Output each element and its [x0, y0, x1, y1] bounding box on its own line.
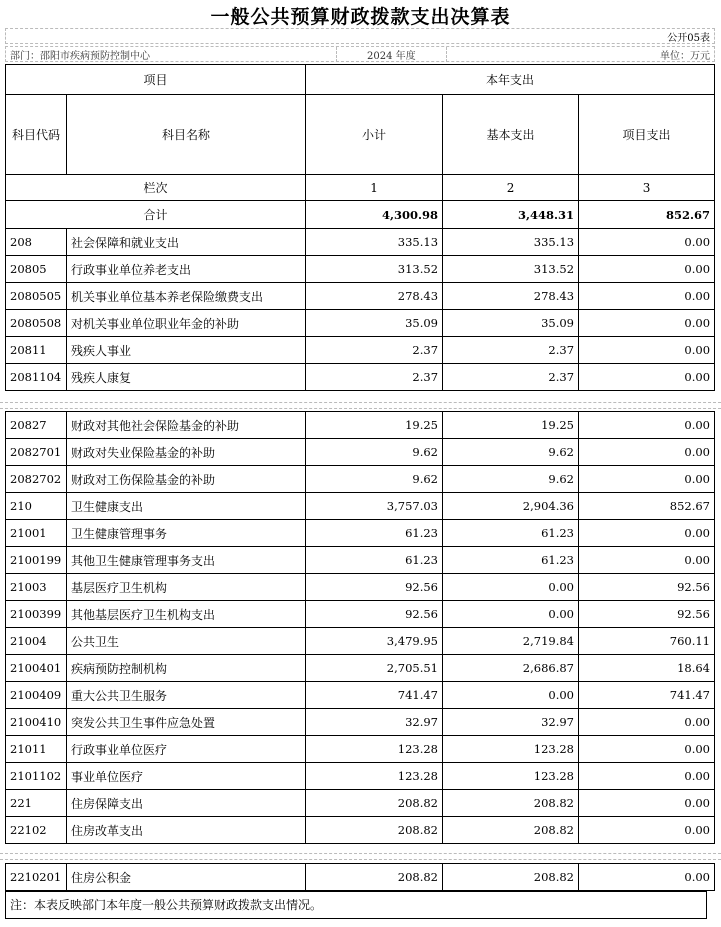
row-name: 其他基层医疗卫生机构支出 [67, 601, 306, 628]
column-number-2: 2 [443, 175, 579, 201]
row-basic: 208.82 [443, 864, 579, 891]
row-name: 卫生健康支出 [67, 493, 306, 520]
row-code: 2101102 [6, 763, 67, 790]
row-code: 21003 [6, 574, 67, 601]
row-name: 行政事业单位医疗 [67, 736, 306, 763]
row-basic: 335.13 [443, 229, 579, 256]
row-code: 210 [6, 493, 67, 520]
header-name: 科目名称 [67, 95, 306, 175]
row-basic: 0.00 [443, 682, 579, 709]
page-break-separator [0, 402, 721, 409]
expenditure-table-head [5, 64, 715, 391]
header-code: 科目代码 [6, 95, 67, 175]
table-body-part-3 [6, 864, 715, 891]
row-subtotal: 208.82 [306, 817, 443, 844]
row-project: 0.00 [579, 364, 715, 391]
row-code: 2100401 [6, 655, 67, 682]
row-project: 0.00 [579, 817, 715, 844]
table-row [6, 864, 715, 891]
form-number: 公开05表 [667, 33, 710, 44]
row-subtotal: 61.23 [306, 547, 443, 574]
total-subtotal: 4,300.98 [306, 201, 443, 229]
row-name: 财政对工伤保险基金的补助 [67, 466, 306, 493]
row-project: 0.00 [579, 763, 715, 790]
row-code: 20811 [6, 337, 67, 364]
row-basic: 313.52 [443, 256, 579, 283]
row-subtotal: 92.56 [306, 601, 443, 628]
table-row [6, 682, 715, 709]
row-basic: 2,719.84 [443, 628, 579, 655]
row-name: 财政对其他社会保险基金的补助 [67, 412, 306, 439]
row-project: 0.00 [579, 864, 715, 891]
row-basic: 278.43 [443, 283, 579, 310]
row-basic: 19.25 [443, 412, 579, 439]
row-name: 住房改革支出 [67, 817, 306, 844]
row-code: 2100399 [6, 601, 67, 628]
row-basic: 2.37 [443, 364, 579, 391]
row-basic: 208.82 [443, 790, 579, 817]
row-project: 741.47 [579, 682, 715, 709]
table-row [6, 364, 715, 391]
row-code: 208 [6, 229, 67, 256]
row-name: 疾病预防控制机构 [67, 655, 306, 682]
row-name: 行政事业单位养老支出 [67, 256, 306, 283]
row-name: 事业单位医疗 [67, 763, 306, 790]
row-code: 2082702 [6, 466, 67, 493]
row-project: 0.00 [579, 337, 715, 364]
table-row [6, 283, 715, 310]
row-basic: 2.37 [443, 337, 579, 364]
row-code: 21001 [6, 520, 67, 547]
year-label: 2024 年度 [336, 47, 447, 62]
row-subtotal: 2.37 [306, 337, 443, 364]
expenditure-table-part-3 [5, 863, 715, 891]
row-subtotal: 208.82 [306, 790, 443, 817]
row-project: 92.56 [579, 601, 715, 628]
unit-label: 单位：万元 [660, 51, 710, 62]
table-row [6, 655, 715, 682]
department-label: 部门：邵阳市疾病预防控制中心 [10, 51, 150, 62]
row-project: 0.00 [579, 256, 715, 283]
table-row [6, 601, 715, 628]
table-row [6, 790, 715, 817]
column-number-3: 3 [579, 175, 715, 201]
row-subtotal: 9.62 [306, 439, 443, 466]
row-basic: 0.00 [443, 574, 579, 601]
row-subtotal: 32.97 [306, 709, 443, 736]
row-project: 0.00 [579, 283, 715, 310]
row-project: 0.00 [579, 466, 715, 493]
row-name: 残疾人事业 [67, 337, 306, 364]
row-basic: 208.82 [443, 817, 579, 844]
row-name: 机关事业单位基本养老保险缴费支出 [67, 283, 306, 310]
table-row [6, 520, 715, 547]
row-basic: 123.28 [443, 763, 579, 790]
table-row [6, 412, 715, 439]
row-basic: 0.00 [443, 601, 579, 628]
row-name: 公共卫生 [67, 628, 306, 655]
row-project: 0.00 [579, 790, 715, 817]
row-name: 重大公共卫生服务 [67, 682, 306, 709]
column-number-1: 1 [306, 175, 443, 201]
row-code: 2080505 [6, 283, 67, 310]
row-subtotal: 92.56 [306, 574, 443, 601]
header-item: 项目 [6, 65, 306, 95]
row-project: 760.11 [579, 628, 715, 655]
row-basic: 9.62 [443, 439, 579, 466]
row-project: 852.67 [579, 493, 715, 520]
row-code: 2080508 [6, 310, 67, 337]
table-row [6, 256, 715, 283]
table-body-part-1 [6, 229, 715, 391]
table-row [6, 628, 715, 655]
row-code: 21004 [6, 628, 67, 655]
table-body-part-2 [6, 412, 715, 844]
row-name: 对机关事业单位职业年金的补助 [67, 310, 306, 337]
table-row [6, 310, 715, 337]
total-label: 合计 [6, 201, 306, 229]
row-subtotal: 9.62 [306, 466, 443, 493]
row-subtotal: 3,479.95 [306, 628, 443, 655]
row-name: 卫生健康管理事务 [67, 520, 306, 547]
expenditure-table-part-2 [5, 411, 715, 844]
row-name: 住房公积金 [67, 864, 306, 891]
table-row [6, 493, 715, 520]
table-row [6, 817, 715, 844]
row-name: 社会保障和就业支出 [67, 229, 306, 256]
row-code: 22102 [6, 817, 67, 844]
row-project: 0.00 [579, 310, 715, 337]
row-subtotal: 35.09 [306, 310, 443, 337]
row-subtotal: 2.37 [306, 364, 443, 391]
row-basic: 9.62 [443, 466, 579, 493]
page-break-separator [0, 853, 721, 860]
row-code: 2100199 [6, 547, 67, 574]
row-project: 0.00 [579, 439, 715, 466]
table-row [6, 466, 715, 493]
row-code: 20827 [6, 412, 67, 439]
row-basic: 2,904.36 [443, 493, 579, 520]
row-subtotal: 313.52 [306, 256, 443, 283]
table-row [6, 574, 715, 601]
table-row [6, 763, 715, 790]
row-subtotal: 123.28 [306, 763, 443, 790]
row-basic: 61.23 [443, 547, 579, 574]
row-subtotal: 278.43 [306, 283, 443, 310]
row-project: 0.00 [579, 412, 715, 439]
row-project: 0.00 [579, 547, 715, 574]
row-code: 20805 [6, 256, 67, 283]
row-project: 0.00 [579, 736, 715, 763]
row-name: 住房保障支出 [67, 790, 306, 817]
row-basic: 123.28 [443, 736, 579, 763]
total-basic: 3,448.31 [443, 201, 579, 229]
row-basic: 35.09 [443, 310, 579, 337]
row-name: 基层医疗卫生机构 [67, 574, 306, 601]
table-row [6, 439, 715, 466]
row-code: 2081104 [6, 364, 67, 391]
row-basic: 61.23 [443, 520, 579, 547]
row-code: 21011 [6, 736, 67, 763]
row-subtotal: 3,757.03 [306, 493, 443, 520]
header-subtotal: 小计 [306, 95, 443, 175]
row-subtotal: 741.47 [306, 682, 443, 709]
row-code: 2210201 [6, 864, 67, 891]
table-row [6, 547, 715, 574]
table-row [6, 229, 715, 256]
column-order-label: 栏次 [6, 175, 306, 201]
row-code: 221 [6, 790, 67, 817]
row-code: 2082701 [6, 439, 67, 466]
row-name: 残疾人康复 [67, 364, 306, 391]
row-basic: 32.97 [443, 709, 579, 736]
row-subtotal: 2,705.51 [306, 655, 443, 682]
row-name: 财政对失业保险基金的补助 [67, 439, 306, 466]
table-row [6, 337, 715, 364]
row-subtotal: 19.25 [306, 412, 443, 439]
row-project: 18.64 [579, 655, 715, 682]
row-project: 0.00 [579, 709, 715, 736]
page-title: 一般公共预算财政拨款支出决算表 [210, 6, 511, 28]
row-project: 0.00 [579, 520, 715, 547]
row-name: 其他卫生健康管理事务支出 [67, 547, 306, 574]
total-project: 852.67 [579, 201, 715, 229]
header-current-year: 本年支出 [306, 65, 715, 95]
row-code: 2100410 [6, 709, 67, 736]
info-bar [5, 46, 715, 62]
row-subtotal: 208.82 [306, 864, 443, 891]
form-number-bar [5, 28, 715, 44]
row-project: 0.00 [579, 229, 715, 256]
row-subtotal: 335.13 [306, 229, 443, 256]
table-row [6, 736, 715, 763]
table-row [6, 709, 715, 736]
row-code: 2100409 [6, 682, 67, 709]
row-subtotal: 61.23 [306, 520, 443, 547]
header-basic: 基本支出 [443, 95, 579, 175]
row-name: 突发公共卫生事件应急处置 [67, 709, 306, 736]
row-subtotal: 123.28 [306, 736, 443, 763]
row-project: 92.56 [579, 574, 715, 601]
table-note: 注：本表反映部门本年度一般公共预算财政拨款支出情况。 [5, 891, 707, 919]
header-project: 项目支出 [579, 95, 715, 175]
row-basic: 2,686.87 [443, 655, 579, 682]
